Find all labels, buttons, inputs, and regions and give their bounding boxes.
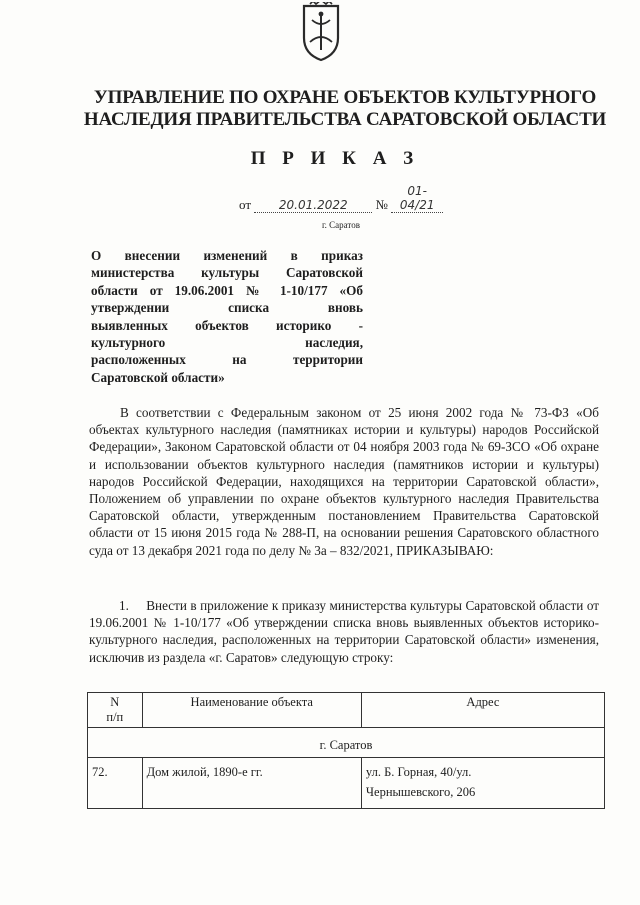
- handwritten-date: 20.01.2022: [254, 198, 372, 213]
- row-address-cell: [361, 758, 604, 809]
- subject-line: О внесении изменений в приказ: [91, 248, 363, 263]
- row-name-cell: Дом жилой, 1890-е гг.: [142, 758, 361, 809]
- col-number-header-line1: N: [110, 695, 120, 709]
- number-prefix: №: [375, 197, 388, 212]
- excluded-object-table: [87, 692, 605, 809]
- organization-name-line2: НАСЛЕДИЯ ПРАВИТЕЛЬСТВА САРАТОВСКОЙ ОБЛАСТИ: [83, 109, 607, 130]
- coat-of-arms-icon: [296, 2, 346, 64]
- table-row: [88, 758, 605, 809]
- subject-line: Саратовской области»: [91, 369, 225, 385]
- item-number: 1.: [119, 598, 129, 613]
- subject-line: области от 19.06.2001 № 1-10/177 «Об: [91, 282, 363, 298]
- col-number-header-line2: п/п: [106, 710, 124, 724]
- subject-line: утверждении списка вновь: [91, 300, 363, 316]
- address-line1: ул. Б. Горная, 40/ул.: [365, 765, 472, 779]
- item-text: Внести в приложение к приказу министерства культуры Саратовской области от 19.06.2001 № 1-10/177 «Об утверждении списка вновь выявленных объектов историко-культурного наследия, расположенных на территории Саратовской области» изменения, исключив из раздела «г. Саратов» следующую строку:: [89, 598, 599, 665]
- col-address-header: Адрес: [361, 693, 604, 728]
- order-subject: [91, 247, 363, 386]
- subject-line: выявленных объектов историко -: [91, 317, 363, 333]
- subject-line: расположенных на территории: [91, 352, 363, 368]
- date-prefix: от: [239, 197, 252, 212]
- document-type-title: П Р И К А З: [250, 148, 420, 169]
- date-number-line: [239, 184, 443, 213]
- city-label: г. Саратов: [322, 220, 360, 230]
- handwritten-number: 01-04/21: [391, 184, 443, 213]
- address-line2: Чернышевского, 206: [365, 785, 476, 799]
- section-city-cell: г. Саратов: [88, 728, 605, 758]
- organization-name-line1: УПРАВЛЕНИЕ ПО ОХРАНЕ ОБЪЕКТОВ КУЛЬТУРНОГО: [93, 87, 597, 108]
- col-number-header: [88, 693, 143, 728]
- preamble-paragraph: В соответствии с Федеральным законом от 25 июня 2002 года № 73-ФЗ «Об объектах культурного наследия (памятниках истории и культуры) народов Российской Федерации», Законом Саратовской области от 04 ноября 2003 года № 69-ЗСО «Об охране и использовании объектов культурного наследия (памятников истории и культуры) народов Российской Федерации, находящихся на территории Саратовской области», Положением об управлении по охране объектов культурного наследия Правительства Саратовской области, утвержденным постановлением Правительства Саратовской области от 15 июня 2015 года № 288-П, на основании решения Саратовского областного суда от 13 декабря 2021 года по делу № 3а – 832/2021, ПРИКАЗЫВАЮ:: [89, 405, 599, 558]
- table-section-row: [88, 728, 605, 758]
- col-name-header: Наименование объекта: [142, 693, 361, 728]
- subject-line: министерства культуры Саратовской: [91, 265, 363, 281]
- subject-line: культурного наследия,: [91, 335, 363, 351]
- row-number-cell: 72.: [88, 758, 143, 809]
- table-header-row: [88, 693, 605, 728]
- order-item-paragraph: [89, 597, 599, 666]
